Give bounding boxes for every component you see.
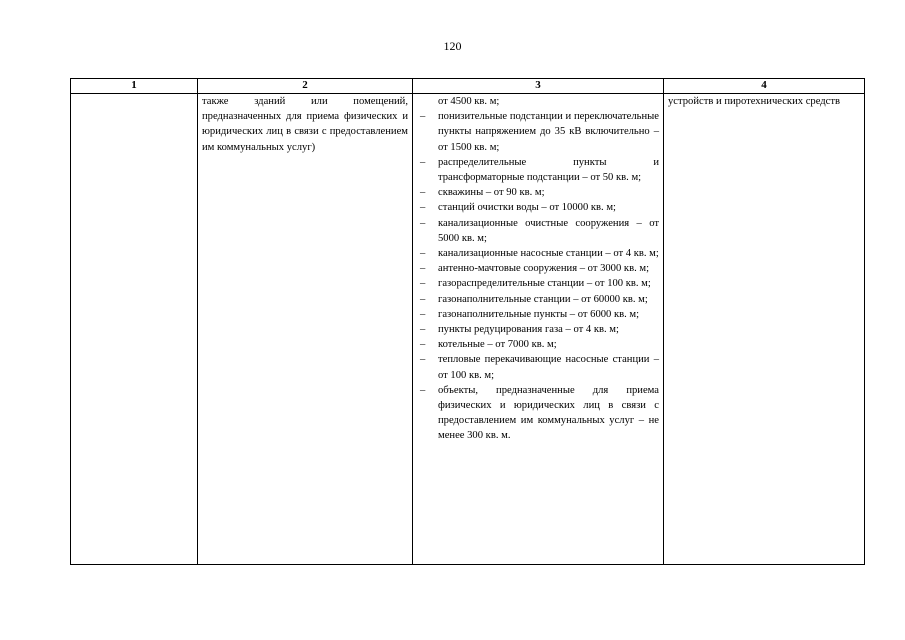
- list-item-continuation: от 4500 кв. м;: [438, 96, 500, 107]
- list-item-text: понизительные подстанции и переключательные пункты напряжением до 35 кВ включительно – от 1500 кв. м;: [438, 111, 659, 153]
- list-dash: –: [420, 278, 426, 290]
- list-item: [417, 307, 659, 322]
- list-dash: –: [420, 308, 426, 320]
- list-item-text: станций очистки воды – от 10000 кв. м;: [438, 202, 616, 214]
- list-dash: –: [420, 384, 426, 396]
- list-dash: –: [420, 156, 426, 168]
- list-item: [417, 109, 659, 155]
- cell-col2: также зданий или помещений, предназначенных для приема физических и юридических лиц в связи с предоставлением им коммунальных услуг): [198, 94, 413, 565]
- list-item: [417, 200, 659, 215]
- list-item: [417, 185, 659, 200]
- cell-col3: [413, 94, 664, 565]
- list-item: [417, 352, 659, 382]
- list-dash: –: [420, 263, 426, 275]
- object-list: [417, 94, 659, 444]
- list-item-text: газонаполнительные пункты – от 6000 кв. м;: [438, 308, 640, 320]
- column-header-3: 3: [413, 79, 664, 94]
- list-item: [417, 261, 659, 276]
- list-item: [417, 292, 659, 307]
- list-item-text: газонаполнительные станции – от 60000 кв. м;: [438, 293, 648, 305]
- list-item-text: канализационные очистные сооружения – от 5000 кв. м;: [438, 217, 659, 244]
- list-item-text: пункты редуцирования газа – от 4 кв. м;: [438, 324, 619, 336]
- list-dash: –: [420, 339, 426, 351]
- list-item: [417, 337, 659, 352]
- column-header-1: 1: [71, 79, 198, 94]
- column-header-4: 4: [664, 79, 865, 94]
- list-dash: –: [420, 293, 426, 305]
- list-item-text: канализационные насосные станции – от 4 кв. м;: [438, 248, 659, 260]
- list-dash: –: [420, 187, 426, 199]
- list-item-text: распределительные пункты и трансформаторные подстанции – от 50 кв. м;: [438, 156, 659, 184]
- column-header-2: 2: [198, 79, 413, 94]
- list-dash: –: [420, 248, 426, 260]
- cell-col1: [71, 94, 198, 565]
- list-item: [417, 383, 659, 444]
- list-item-text: скважины – от 90 кв. м;: [438, 187, 545, 199]
- list-item: [417, 246, 659, 261]
- list-dash: –: [420, 202, 426, 214]
- cell-col4: устройств и пиротехнических средств: [664, 94, 865, 565]
- list-item: [417, 276, 659, 291]
- list-dash: –: [420, 217, 426, 229]
- list-item-text: тепловые перекачивающие насосные станции – от 100 кв. м;: [438, 354, 659, 381]
- list-item: [417, 216, 659, 246]
- list-dash: –: [420, 111, 426, 123]
- header-row: [71, 79, 865, 94]
- list-item-text: газораспределительные станции – от 100 кв. м;: [438, 278, 651, 290]
- list-dash: –: [420, 324, 426, 336]
- list-item-text: антенно-мачтовые сооружения – от 3000 кв. м;: [438, 263, 650, 275]
- list-item: [417, 155, 659, 185]
- list-item: [417, 322, 659, 337]
- list-dash: –: [420, 354, 426, 366]
- list-item-text: котельные – от 7000 кв. м;: [438, 339, 557, 351]
- regulation-table: [70, 78, 865, 565]
- page-number: 120: [443, 39, 462, 53]
- table-row: [71, 94, 865, 565]
- list-item-text: объекты, предназначенные для приема физических и юридических лиц в связи с предоставлением им коммунальных услуг – не менее 300 кв. м.: [438, 384, 659, 442]
